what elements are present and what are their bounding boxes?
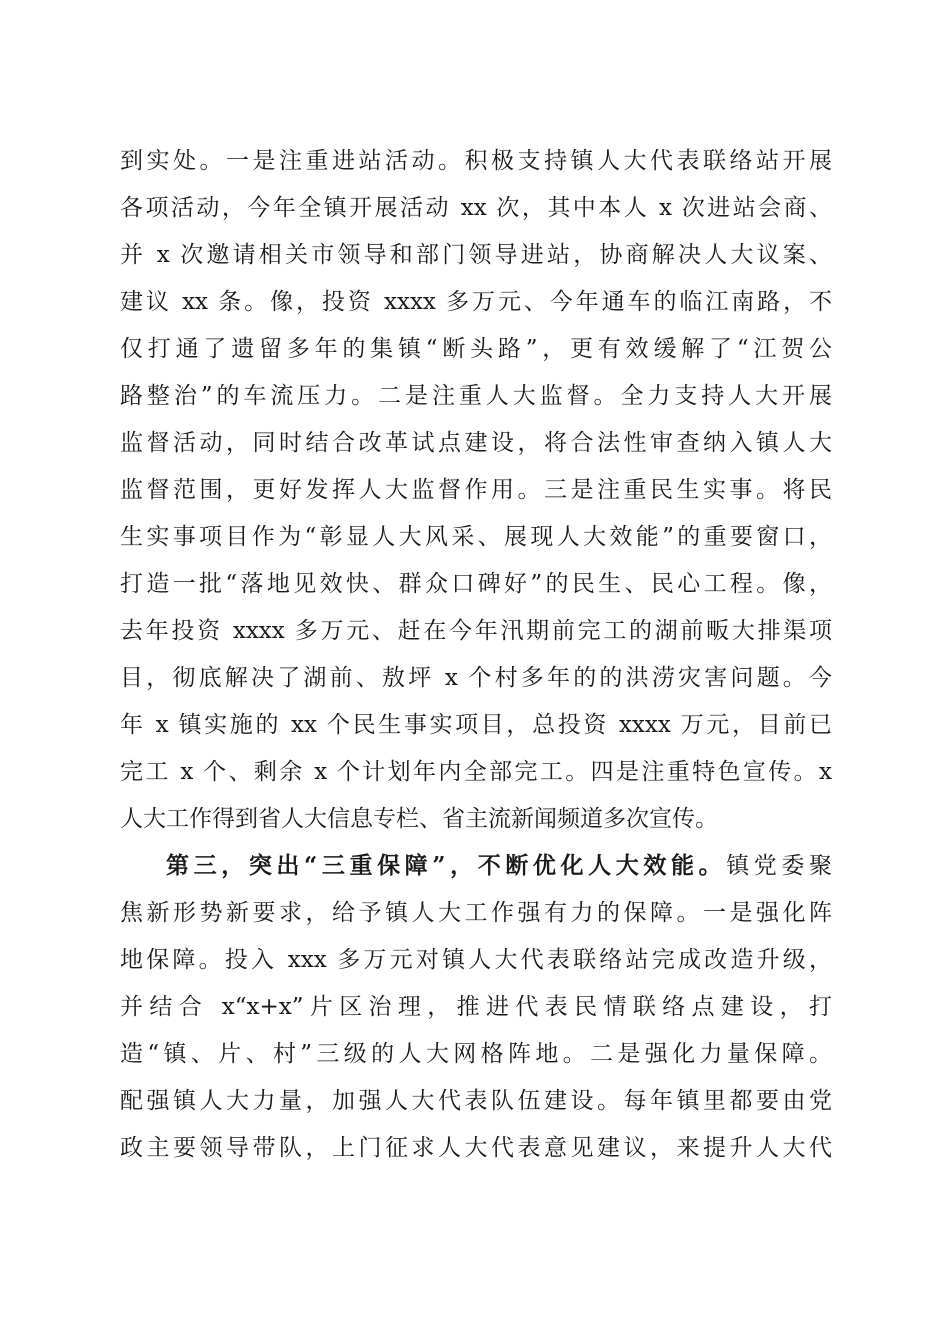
text-line: 监督活动，同时结合改革试点建设，将合法性审查纳入镇人大 (120, 430, 832, 456)
text-line: 建议 xx 条。像，投资 xxxx 多万元、今年通车的临江南路，不 (120, 289, 832, 315)
text-line: 目，彻底解决了湖前、敖坪 x 个村多年的的洪涝灾害问题。今 (120, 665, 832, 691)
text-line: 并 x 次邀请相关市领导和部门领导进站，协商解决人大议案、 (120, 242, 832, 268)
section-heading: 第三，突出“三重保障”，不断优化人大效能。 (166, 852, 727, 879)
text-line: 到实处。一是注重进站活动。积极支持镇人大代表联络站开展 (120, 148, 832, 174)
text-line: 焦新形势新要求，给予镇人大工作强有力的保障。一是强化阵 (120, 900, 832, 926)
text-line: 完工 x 个、剩余 x 个计划年内全部完工。四是注重特色宣传。x (120, 759, 832, 785)
text-line: 人大工作得到省人大信息专栏、省主流新闻频道多次宣传。 (120, 806, 718, 832)
heading-continuation: 镇党委聚 (726, 853, 832, 879)
text-line: 去年投资 xxxx 多万元、赶在今年汛期前完工的湖前畈大排渠项 (120, 618, 832, 644)
text-line: 打造一批“落地见效快、群众口碑好”的民生、民心工程。像， (120, 571, 832, 597)
paragraph-first-line (166, 849, 832, 883)
text-line: 政主要领导带队，上门征求人大代表意见建议，来提升人大代 (120, 1135, 832, 1161)
text-line: 仅打通了遗留多年的集镇“断头路”，更有效缓解了“江贺公 (120, 336, 832, 362)
text-line: 监督范围，更好发挥人大监督作用。三是注重民生实事。将民 (120, 477, 832, 503)
text-line: 地保障。投入 xxx 多万元对镇人大代表联络站完成改造升级， (120, 947, 832, 973)
text-line: 并结合 x“x+x”片区治理，推进代表民情联络点建设，打 (120, 994, 832, 1020)
text-line: 路整治”的车流压力。二是注重人大监督。全力支持人大开展 (120, 383, 832, 409)
text-line: 生实事项目作为“彰显人大风采、展现人大效能”的重要窗口， (120, 524, 832, 550)
text-line: 配强镇人大力量，加强人大代表队伍建设。每年镇里都要由党 (120, 1088, 832, 1114)
text-line: 各项活动，今年全镇开展活动 xx 次，其中本人 x 次进站会商、 (120, 195, 832, 221)
text-line: 年 x 镇实施的 xx 个民生事实项目，总投资 xxxx 万元，目前已 (120, 712, 832, 738)
text-line: 造“镇、片、村”三级的人大网格阵地。二是强化力量保障。 (120, 1041, 832, 1067)
